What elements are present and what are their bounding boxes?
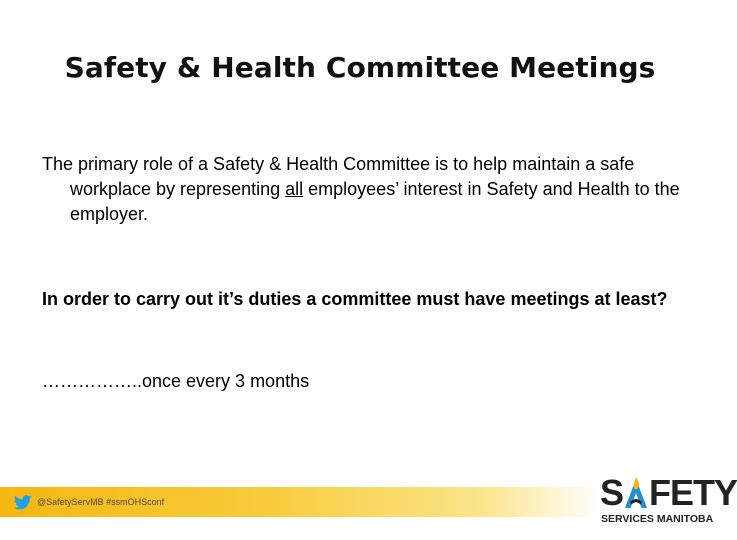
twitter-handle: @SafetyServMB #ssmOHSconf (37, 497, 165, 507)
slide-title: Safety & Health Committee Meetings (64, 51, 656, 84)
twitter-bird-icon (14, 495, 32, 510)
question-paragraph: In order to carry out it’s duties a committee must have meetings at least? (42, 289, 668, 309)
logo-subtitle: SERVICES MANITOBA (601, 513, 714, 525)
paragraph-primary-role-text-end: employees’ interest in Safety and Health to the employer. (70, 179, 680, 224)
logo-word-end: FETY (649, 472, 737, 513)
safety-services-manitoba-logo (600, 472, 737, 529)
paragraph-primary-role (42, 152, 692, 227)
logo-wordmark (600, 472, 737, 513)
underlined-word-all: all (285, 179, 304, 199)
paragraph-primary-role-text-start: The primary role of a Safety & Health Committee is to help maintain a safe workplace by representing (42, 154, 635, 199)
logo-flame-a-icon (624, 475, 648, 509)
answer-paragraph: ……………..once every 3 months (42, 371, 310, 391)
logo-word-start: S (600, 472, 624, 513)
